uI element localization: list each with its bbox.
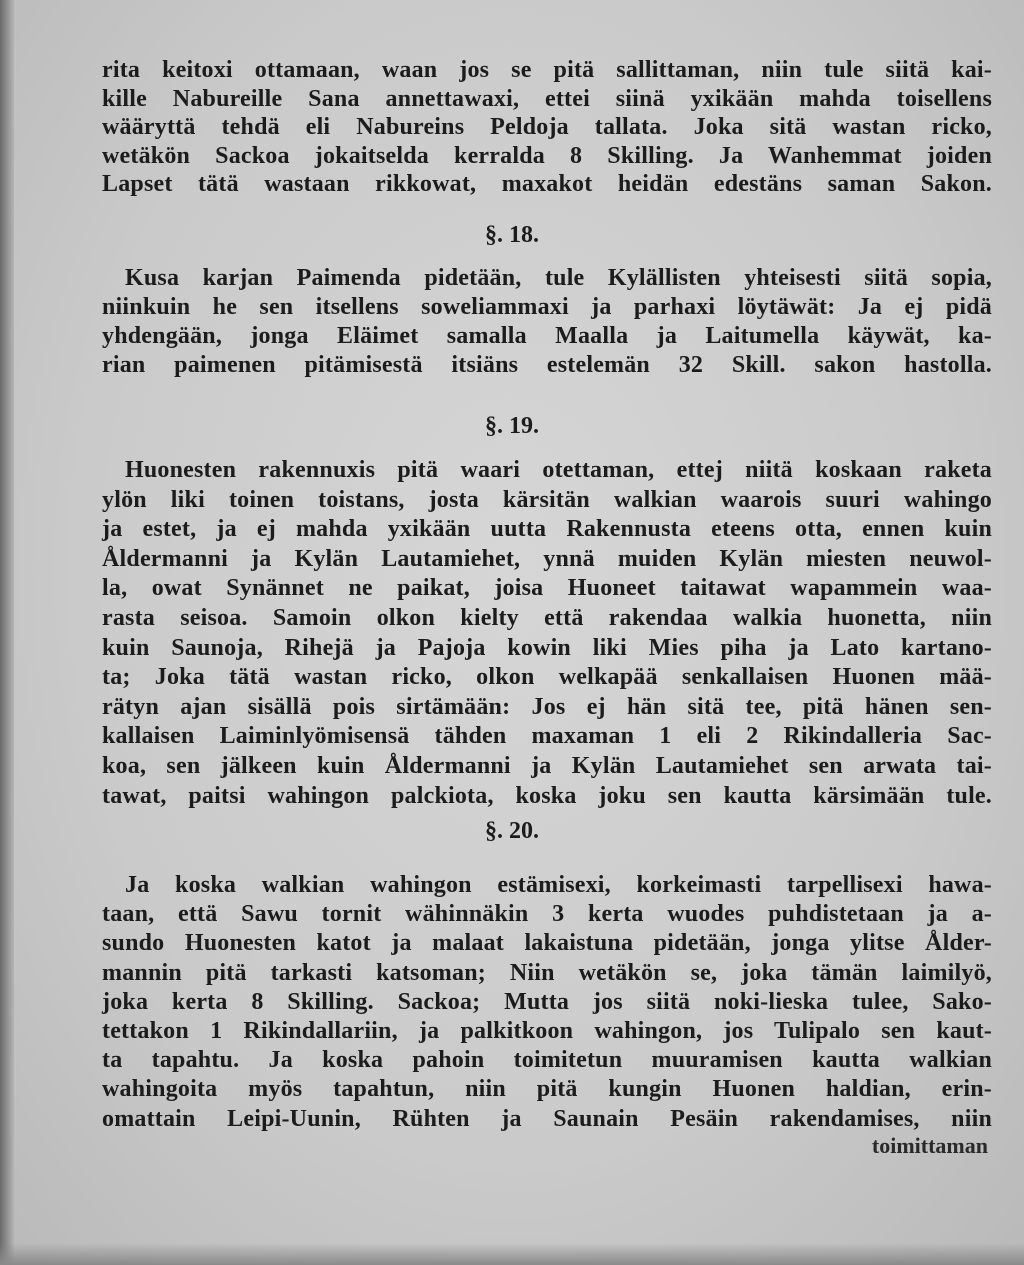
text-line: sundo Huonesten katot ja malaat lakaistuna pidetään, jonga ylitse Ålder- [102,930,992,957]
text-line: koa, sen jälkeen kuin Åldermanni ja Kylän Lautamiehet sen arwata tai- [102,753,992,779]
text-line: mannin pitä tarkasti katsoman; Niin wetäkön se, joka tämän laimilyö, [102,959,992,986]
text-line: kille Nabureille Sana annettawaxi, ettei siinä yxikään mahda toisellens [102,85,992,112]
text-line: omattain Leipi-Uunin, Rühten ja Saunain Pesäin rakendamises, niin [102,1105,992,1132]
section-heading-18: §. 18. [485,222,539,248]
text-line: wetäkön Sackoa jokaitselda kerralda 8 Skilling. Ja Wanhemmat joiden [102,142,992,169]
page-edge-shadow [0,0,14,1265]
text-line: kallaisen Laiminlyömisensä tähden maxaman 1 eli 2 Rikindalleria Sac- [102,723,992,750]
text-line: taan, että Sawu tornit wähinnäkin 3 kerta wuodes puhdistetaan ja a- [102,901,992,928]
text-line: Lapset tätä wastaan rikkowat, maxakot heidän edestäns saman Sakon. [102,171,992,197]
section-heading-20: §. 20. [485,818,539,844]
text-line: ja estet, ja ej mahda yxikään uutta Rakennusta eteens otta, ennen kuin [102,516,992,543]
page-bottom-shadow [0,1243,1024,1265]
text-line: tettakon 1 Rikindallariin, ja palkitkoon wahingon, jos Tulipalo sen kaut- [102,1018,992,1044]
text-line: wahingoita myös tapahtun, niin pitä kungin Huonen haldian, erin- [102,1076,992,1103]
text-line: kuin Saunoja, Rihejä ja Pajoja kowin liki Mies piha ja Lato kartano- [102,634,992,661]
text-line: yhdengään, jonga Eläimet samalla Maalla ja Laitumella käywät, ka- [102,323,992,349]
text-line: ta; Joka tätä wastan ricko, olkon welkapää senkallaisen Huonen mää- [102,664,992,691]
text-line: Kusa karjan Paimenda pidetään, tule Kylällisten yhteisesti siitä sopia, [125,265,992,291]
text-line: ta tapahtu. Ja koska pahoin toimitetun muuramisen kautta walkian [102,1047,992,1074]
text-line: ylön liki toinen toistans, josta kärsitän walkian waarois suuri wahingo [102,486,992,513]
text-line: rita keitoxi ottamaan, waan jos se pitä sallittaman, niin tule siitä kai- [102,57,992,83]
text-line: rian paimenen pitämisestä itsiäns estelemän 32 Skill. sakon hastolla. [102,352,992,378]
text-line: Åldermanni ja Kylän Lautamiehet, ynnä muiden Kylän miesten neuwol- [102,545,992,572]
text-line: Ja koska walkian wahingon estämisexi, korkeimasti tarpellisexi hawa- [125,872,992,898]
text-line: rasta seisoa. Samoin olkon kielty että rakendaa walkia huonetta, niin [102,605,992,631]
text-line: wääryttä tehdä eli Nabureins Peldoja tallata. Joka sitä wastan ricko, [102,114,992,140]
text-line: rätyn ajan sisällä pois sirtämään: Jos ej hän sitä tee, pitä hänen sen- [102,693,992,720]
catchword: toimittaman [871,1133,988,1158]
text-line: la, owat Synännet ne paikat, joisa Huoneet taitawat wapammein waa- [102,575,992,602]
text-line: Huonesten rakennuxis pitä waari otettaman, ettej niitä koskaan raketa [125,457,992,483]
text-line: niinkuin he sen itsellens soweliammaxi ja parhaxi löytäwät: Ja ej pidä [102,294,992,320]
text-line: tawat, paitsi wahingon palckiota, koska joku sen kautta kärsimään tule. [102,782,992,809]
section-heading-19: §. 19. [485,413,539,439]
text-line: joka kerta 8 Skilling. Sackoa; Mutta jos siitä noki-lieska tulee, Sako- [102,988,992,1015]
